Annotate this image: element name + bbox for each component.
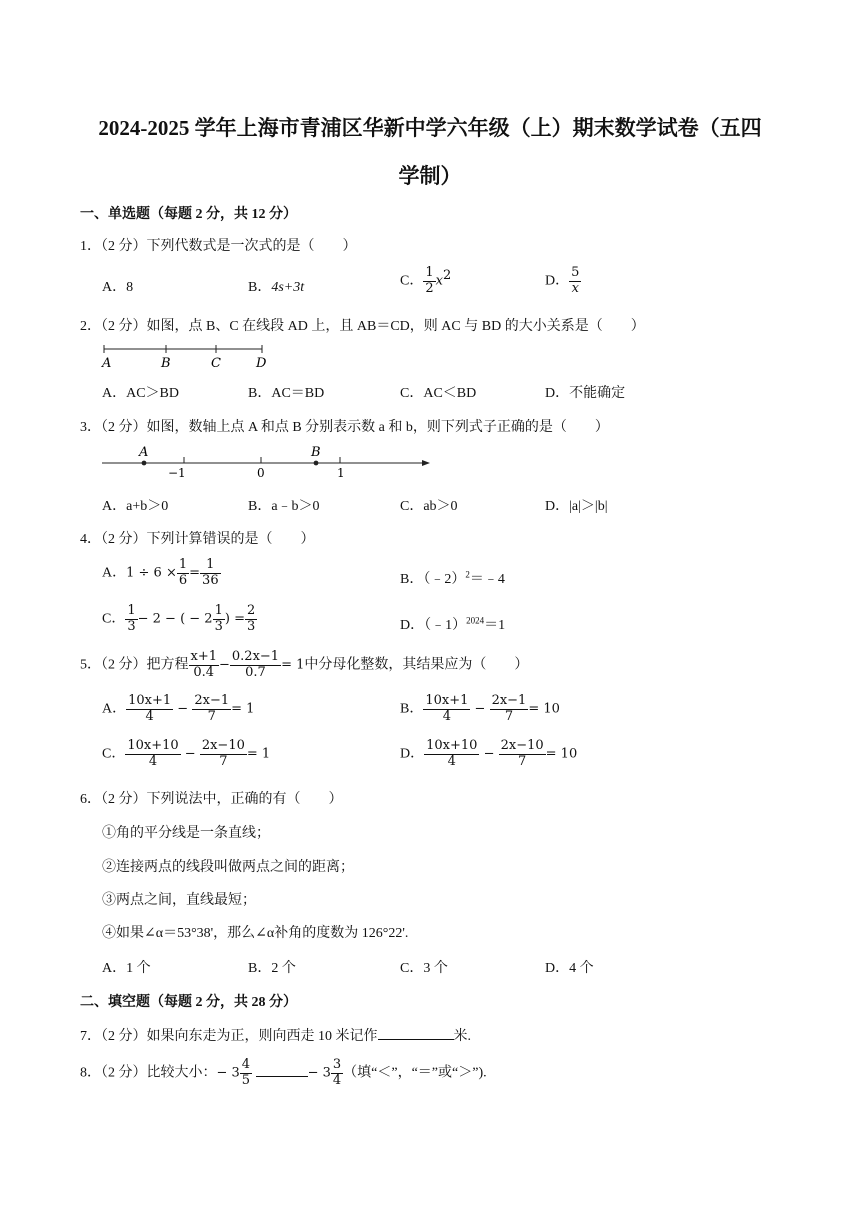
q6-statement-2: ②连接两点的线段叫做两点之间的距离； (102, 860, 354, 875)
q3-option-c: C．ab＞0 (400, 499, 458, 514)
q4-option-b: B．（﹣2）$^2$＝﹣4 (400, 569, 505, 587)
page-title: 2024-2025 学年上海市青浦区华新中学六年级（上）期末数学试卷（五四 (98, 116, 762, 140)
q5-option-d: D． $\frac{10x+10}{4}$ − $\frac{2x-10}{7}$ = 10 (400, 738, 578, 769)
axis-arrow (422, 460, 430, 466)
point-a-dot (142, 461, 147, 466)
q2-segment-figure (96, 342, 276, 372)
q2-option-b: B．AC＝BD (248, 386, 325, 401)
q6-option-b: B．2 个 (248, 961, 296, 976)
q6-option-c: C．3 个 (400, 961, 448, 976)
q4-option-a: A．1 ÷ 6 × $\frac{1}{6}$ = $\frac{1}{36}$ (102, 557, 219, 588)
question-7: 7．（2 分）如果向东走为正，则向西走 10 米记作 米. (80, 1029, 471, 1044)
question-8: 8．（2 分）比较大小：− 3 $\frac{4}{5}$ − 3 $\frac{3}{4}$ （填“＜”，“＝”或“＞”). (80, 1057, 487, 1088)
q1-option-a: A．8 (102, 280, 134, 295)
point-b-dot (314, 461, 319, 466)
answer-blank[interactable] (256, 1076, 308, 1077)
q1-option-b: B．4s+3t (248, 280, 305, 295)
point-c-label: C (211, 356, 221, 371)
q5-option-a: A． $\frac{10x+1}{4}$ − $\frac{2x-1}{7}$ = 1 (102, 693, 255, 724)
tick-label-one: 1 (337, 466, 345, 479)
q3-number-line (96, 443, 436, 479)
q6-statement-3: ③两点之间，直线最短； (102, 893, 256, 908)
point-a-label: A (139, 445, 149, 460)
q2-option-a: A．AC＞BD (102, 386, 180, 401)
section-heading-2: 二、填空题（每题 2 分，共 28 分） (80, 995, 297, 1010)
q4-option-d: D．（﹣1）$^{2024}$＝1 (400, 615, 506, 633)
q1-option-d: D． $\frac{5}{x}$ (545, 265, 580, 296)
q3-option-b: B．a﹣b＞0 (248, 499, 320, 514)
q3-option-d: D．|a|＞|b| (545, 499, 608, 514)
point-a-label: A (102, 356, 112, 371)
q5-option-b: B． $\frac{10x+1}{4}$ − $\frac{2x-1}{7}$ = 10 (400, 693, 560, 724)
answer-blank[interactable] (378, 1039, 454, 1040)
question-2-stem: 2．（2 分）如图，点 B、C 在线段 AD 上，且 AB＝CD，则 AC 与 BD 的大小关系是（ ） (80, 319, 645, 334)
point-d-label: D (256, 356, 267, 371)
question-4-stem: 4．（2 分）下列计算错误的是（ ） (80, 532, 315, 547)
q6-option-d: D．4 个 (545, 961, 594, 976)
question-5-stem: 5．（2 分）把方程 $\frac{x+1}{0.4}$ − $\frac{0.2x-1}{0.7}$ = 1中分母化整数，其结果应为（ ） (80, 649, 529, 680)
q2-option-c: C．AC＜BD (400, 386, 477, 401)
q4-option-c: C． $\frac{1}{3}$ − 2 − ( − 2 $\frac{1}{3}$ ) = $\frac{2}{3}$ (102, 603, 256, 634)
q3-option-a: A．a+b＞0 (102, 499, 169, 514)
question-6-stem: 6．（2 分）下列说法中，正确的有（ ） (80, 792, 343, 807)
q6-option-a: A．1 个 (102, 961, 151, 976)
question-3-stem: 3．（2 分）如图，数轴上点 A 和点 B 分别表示数 a 和 b，则下列式子正确的是（ ） (80, 420, 609, 435)
point-b-label: B (311, 445, 321, 460)
q1-option-c: C． $\frac{1}{2}$ $x^2$ (400, 265, 452, 296)
q2-option-d: D．不能确定 (545, 386, 626, 401)
q5-option-c: C． $\frac{10x+10}{4}$ − $\frac{2x-10}{7}$ = 1 (102, 738, 271, 769)
question-1-stem: 1．（2 分）下列代数式是一次式的是（ ） (80, 239, 357, 254)
tick-label-zero: 0 (257, 466, 265, 479)
q6-statement-1: ①角的平分线是一条直线； (102, 826, 270, 841)
point-b-label: B (161, 356, 171, 371)
tick-label-minus-one: −1 (168, 466, 186, 479)
q6-statement-4: ④如果∠α＝53°38'，那么∠α补角的度数为 126°22'. (102, 926, 409, 941)
section-heading-1: 一、单选题（每题 2 分，共 12 分） (80, 207, 297, 222)
page-title-line2: 学制） (398, 164, 462, 188)
